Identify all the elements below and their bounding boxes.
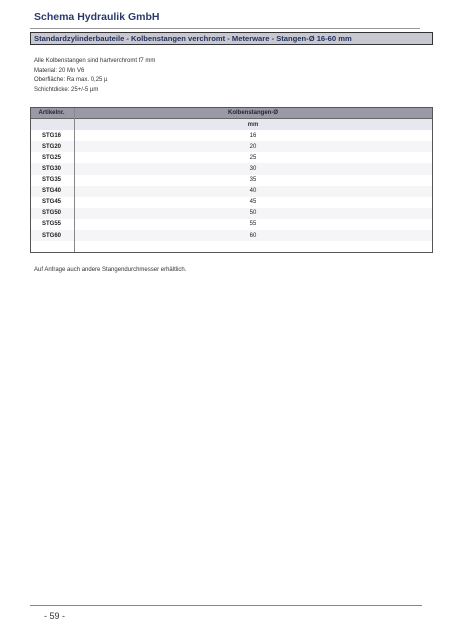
- footer-note: Auf Anfrage auch andere Stangendurchmesser erhältlich.: [34, 267, 187, 273]
- article-number-cell: STG40: [30, 186, 73, 197]
- article-number-cell: STG35: [30, 175, 73, 186]
- table-row: [30, 152, 433, 163]
- table-row: [30, 197, 433, 208]
- header-rod-diameter: Kolbenstangen-Ø: [73, 107, 433, 119]
- article-number-cell: STG25: [30, 152, 73, 163]
- article-number-cell: STG45: [30, 197, 73, 208]
- article-number-cell: STG20: [30, 141, 73, 152]
- article-number-cell: STG60: [30, 230, 73, 241]
- diameter-cell: 60: [73, 230, 433, 241]
- diameter-cell: 50: [73, 208, 433, 219]
- table-row: [30, 163, 433, 174]
- table-row: [30, 186, 433, 197]
- section-title: Standardzylinderbauteile - Kolbenstangen verchromt - Meterware - Stangen-Ø 16-60 mm: [30, 32, 433, 45]
- diameter-cell: 55: [73, 219, 433, 230]
- diameter-cell: 35: [73, 175, 433, 186]
- company-name: Schema Hydraulik GmbH: [34, 11, 160, 23]
- note-line: Oberfläche: Ra max. 0,25 µ: [34, 77, 108, 84]
- table-row: [30, 208, 433, 219]
- page-number: - 59 -: [44, 611, 66, 621]
- article-number-cell: STG16: [30, 130, 73, 141]
- diameter-cell: 30: [73, 163, 433, 174]
- product-notes: [34, 57, 155, 95]
- note-line: Material: 20 Mn V6: [34, 67, 85, 74]
- unit-cell: mm: [73, 119, 433, 131]
- header-divider: [30, 28, 420, 29]
- diameter-cell: 25: [73, 152, 433, 163]
- table-row: [30, 219, 433, 230]
- diameter-cell: 40: [73, 186, 433, 197]
- article-number-cell: STG55: [30, 219, 73, 230]
- diameter-cell: 20: [73, 141, 433, 152]
- note-line: Alle Kolbenstangen sind hartverchromt f7 mm: [34, 58, 156, 64]
- unit-cell-empty: [30, 119, 73, 131]
- table-row: [30, 130, 433, 141]
- article-number-cell: STG50: [30, 208, 73, 219]
- table-row: [30, 230, 433, 241]
- header-article-number: Artikelnr.: [30, 107, 73, 119]
- unit-row: [30, 119, 433, 131]
- table-header-row: [30, 107, 433, 119]
- table-row: [30, 175, 433, 186]
- article-number-cell: STG30: [30, 163, 73, 174]
- product-table: [30, 107, 433, 241]
- diameter-cell: 45: [73, 197, 433, 208]
- footer-divider: [30, 605, 422, 606]
- note-line: Schichtdicke: 25+/-5 µm: [34, 86, 99, 93]
- diameter-cell: 16: [73, 130, 433, 141]
- table-row: [30, 141, 433, 152]
